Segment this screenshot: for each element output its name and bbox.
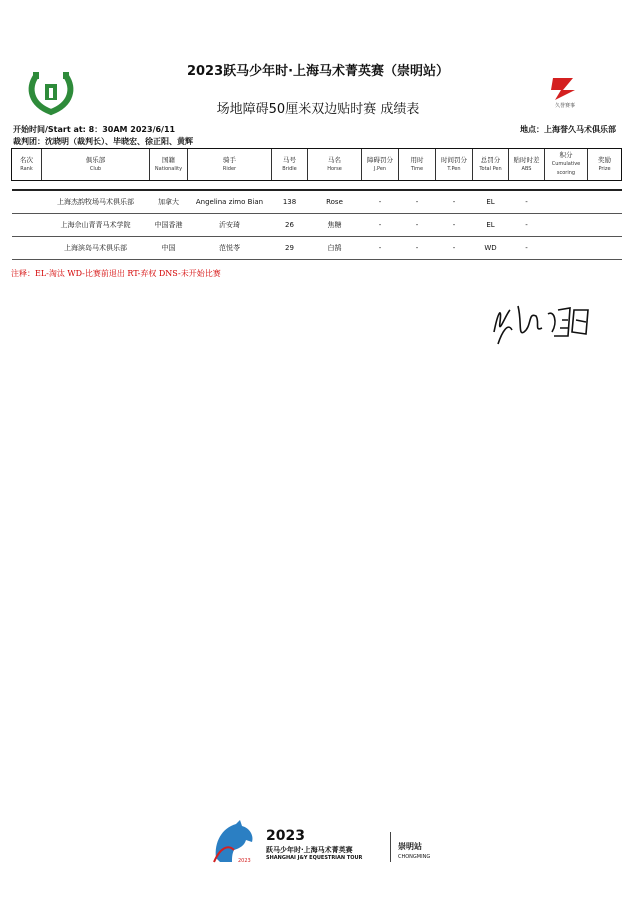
column-header: 障碍罚分 J.Pen xyxy=(362,149,399,181)
table-row xyxy=(12,237,622,260)
bridle-cell: 138 xyxy=(272,190,308,214)
page-title: 2023跃马少年时·上海马术菁英赛（崇明站） xyxy=(186,64,450,79)
start-time: 开始时间/Start at: 8：30AM 2023/6/11 xyxy=(13,125,176,134)
column-header: 时间罚分 T.Pen xyxy=(436,149,473,181)
club-cell: 上海滨岛马术俱乐部 xyxy=(42,237,150,260)
nationality-cell: 中国 xyxy=(150,237,188,260)
abs-cell: - xyxy=(509,190,545,214)
prize-cell xyxy=(588,190,622,214)
column-header: 总罚分 Total Pen xyxy=(473,149,509,181)
results-table xyxy=(11,148,622,260)
column-header: 马号 Bridle xyxy=(272,149,308,181)
horse-cell: Rose xyxy=(308,190,362,214)
footer-divider xyxy=(390,832,391,862)
bridle-cell: 26 xyxy=(272,214,308,237)
jpen-cell: - xyxy=(362,190,399,214)
jpen-cell: - xyxy=(362,214,399,237)
column-header: 名次 Rank xyxy=(12,149,42,181)
total-pen-cell: WD xyxy=(473,237,509,260)
rider-cell: 沂安琦 xyxy=(188,214,272,237)
prize-cell xyxy=(588,237,622,260)
column-header: 俱乐部 Club xyxy=(42,149,150,181)
footer-station-cn: 崇明站 xyxy=(398,842,422,851)
svg-text:2023: 2023 xyxy=(238,858,251,864)
judge-signature xyxy=(488,292,598,352)
time-cell: - xyxy=(399,237,436,260)
club-cell: 上海杰韵牧场马术俱乐部 xyxy=(42,190,150,214)
club-cell: 上海佘山青青马术学院 xyxy=(42,214,150,237)
rider-cell: 范悦苓 xyxy=(188,237,272,260)
table-row xyxy=(12,190,622,214)
column-header: 积分 Cumulative scoring xyxy=(545,149,588,181)
rank-cell xyxy=(12,214,42,237)
footer-station-en: CHONGMING xyxy=(398,854,431,860)
nationality-cell: 中国香港 xyxy=(150,214,188,237)
column-header: 马名 Horse xyxy=(308,149,362,181)
footer-event-cn: 跃马少年时·上海马术菁英赛 xyxy=(266,846,353,854)
tour-horse-logo xyxy=(210,818,260,864)
rider-cell: Angelina zimo Bian xyxy=(188,190,272,214)
table-row xyxy=(12,214,622,237)
tpen-cell: - xyxy=(436,214,473,237)
column-header: 奖励 Prize xyxy=(588,149,622,181)
jpen-cell: - xyxy=(362,237,399,260)
venue: 地点：上海誉久马术俱乐部 xyxy=(520,125,616,134)
svg-text:久誉赛事: 久誉赛事 xyxy=(554,103,576,109)
tpen-cell: - xyxy=(436,237,473,260)
total-pen-cell: EL xyxy=(473,214,509,237)
footer-event-en: SHANGHAI J&Y EQUESTRIAN TOUR xyxy=(266,855,363,861)
score-cell xyxy=(545,214,588,237)
tpen-cell: - xyxy=(436,190,473,214)
time-cell: - xyxy=(399,214,436,237)
abs-cell: - xyxy=(509,214,545,237)
column-header: 国籍 Nationality xyxy=(150,149,188,181)
horse-cell: 白鹄 xyxy=(308,237,362,260)
column-header: 骑手 Rider xyxy=(188,149,272,181)
prize-cell xyxy=(588,214,622,237)
table-header-row xyxy=(12,149,622,181)
table-spacer xyxy=(12,181,622,191)
judges: 裁判团：沈晓明（裁判长）、毕晓宏、徐正阳、黄辉 xyxy=(13,137,193,146)
legend-note: 注释：EL-淘汰 WD-比赛前退出 RT-弃权 DNS-未开始比赛 xyxy=(11,269,221,278)
column-header: 用时 Time xyxy=(399,149,436,181)
column-header: 贴时时差 ABS xyxy=(509,149,545,181)
abs-cell: - xyxy=(509,237,545,260)
time-cell: - xyxy=(399,190,436,214)
total-pen-cell: EL xyxy=(473,190,509,214)
rank-cell xyxy=(12,190,42,214)
footer-year: 2023 xyxy=(266,828,305,844)
bridle-cell: 29 xyxy=(272,237,308,260)
nationality-cell: 加拿大 xyxy=(150,190,188,214)
horse-cell: 焦糖 xyxy=(308,214,362,237)
score-cell xyxy=(545,190,588,214)
score-cell xyxy=(545,237,588,260)
rank-cell xyxy=(12,237,42,260)
page-subtitle: 场地障碍50厘米双边贴时赛 成绩表 xyxy=(216,102,420,117)
